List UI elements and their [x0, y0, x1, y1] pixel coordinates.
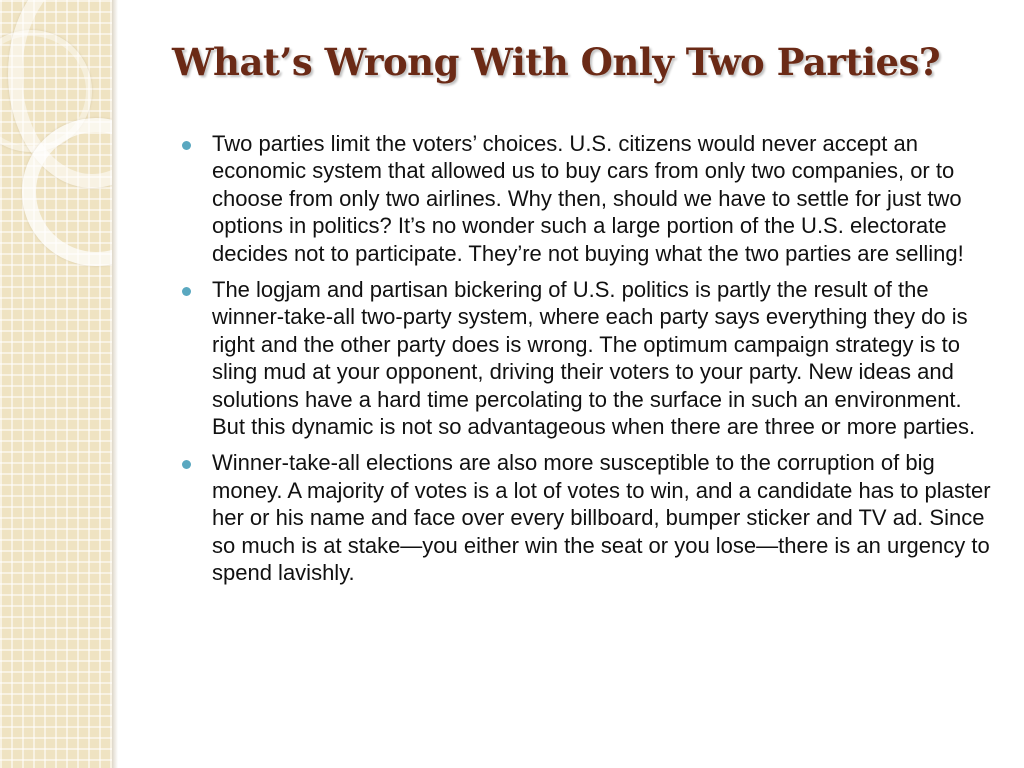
bullet-item [182, 276, 992, 440]
side-panel-shadow [112, 0, 118, 768]
decorative-side-panel [0, 0, 112, 768]
bullet-item [182, 449, 992, 586]
bullet-dot-icon [182, 141, 191, 150]
bullet-text: The logjam and partisan bickering of U.S. politics is partly the result of the winner-take-all two-party system, where each party says everything they do is right and the other party does is wrong. The optimum campaign strategy is to sling mud at your opponent, driving their voters to your party. New ideas and solutions have a hard time percolating to the surface in such an environment. But this dynamic is not so advantageous when there are three or more parties. [212, 277, 976, 440]
slide-title: What’s Wrong With Only Two Parties? [172, 40, 941, 84]
bullet-dot-icon [182, 460, 191, 469]
bullet-text: Two parties limit the voters’ choices. U.S. citizens would never accept an economic system that allowed us to buy cars from only two companies, or to choose from only two airlines. Why then, should we have to settle for just two options in politics? It’s no wonder such a large portion of the U.S. electorate decides not to participate. They’re not buying what the two parties are selling! [212, 131, 964, 266]
bullet-dot-icon [182, 287, 191, 296]
slide-content [182, 130, 992, 596]
bullet-item [182, 130, 992, 267]
bullet-text: Winner-take-all elections are also more susceptible to the corruption of big money. A majority of votes is a lot of votes to win, and a candidate has to plaster her or his name and face over every billboard, bumper sticker and TV ad. Since so much is at stake—you either win the seat or you lose—there is an urgency to spend lavishly. [212, 450, 991, 586]
bullet-list [182, 130, 992, 587]
